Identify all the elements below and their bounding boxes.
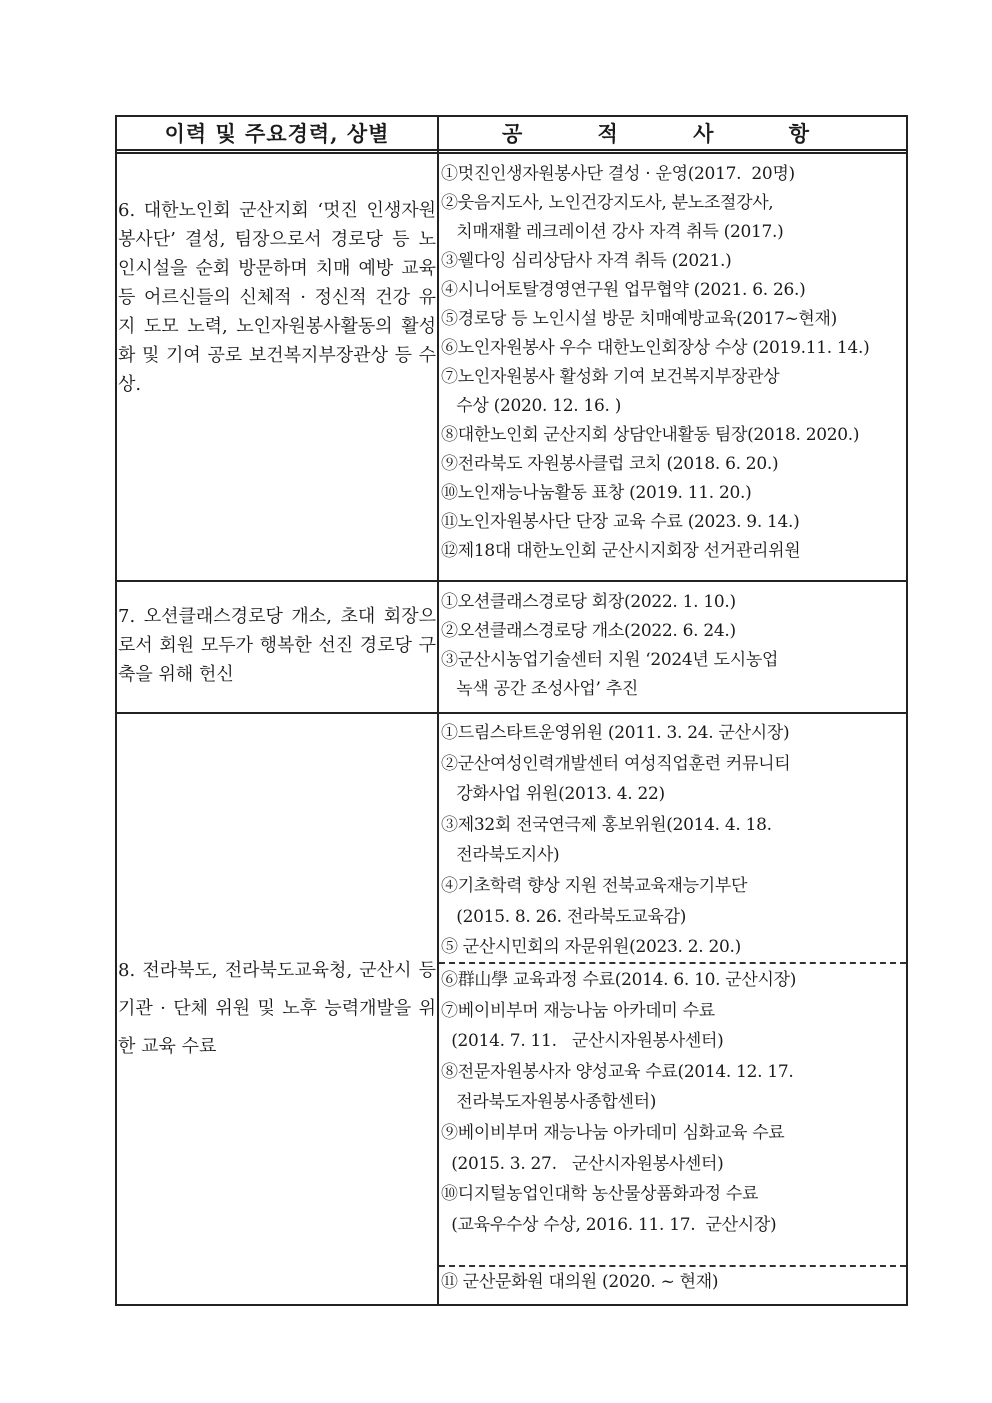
row-6-achievements bbox=[441, 160, 907, 566]
header-achievements: 공 적 사 항 bbox=[501, 121, 844, 146]
list-item: 치매재활 레크레이션 강사 자격 취득 (2017.) bbox=[441, 222, 784, 242]
list-item: ⑦노인자원봉사 활성화 기여 보건복지부장관상 bbox=[441, 367, 780, 387]
dashed-divider bbox=[439, 1265, 906, 1267]
row-8-achievements-c bbox=[441, 1268, 907, 1297]
row-7-achievements bbox=[441, 588, 907, 704]
list-item: ②오션클래스경로당 개소(2022. 6. 24.) bbox=[441, 621, 736, 641]
list-item: ⑥노인자원봉사 우수 대한노인회장상 수상 (2019.11. 14.) bbox=[441, 338, 870, 358]
list-item: (2015. 8. 26. 전라북도교육감) bbox=[441, 906, 687, 927]
list-item: 강화사업 위원(2013. 4. 22) bbox=[441, 784, 665, 805]
list-item: ④기초학력 향상 지원 전북교육재능기부단 bbox=[441, 875, 748, 896]
list-item: 전라북도자원봉사종합센터) bbox=[441, 1092, 657, 1113]
list-item: ⑤경로당 등 노인시설 방문 치매예방교육(2017~현재) bbox=[441, 309, 837, 329]
header-history: 이력 및 주요경력, 상별 bbox=[164, 121, 390, 146]
row-divider bbox=[115, 712, 908, 714]
row-8-achievements-b bbox=[441, 965, 907, 1240]
column-divider bbox=[437, 115, 439, 1306]
list-item: ⑤ 군산시민회의 자문위원(2023. 2. 20.) bbox=[441, 937, 741, 958]
list-item: ⑨베이비부머 재능나눔 아카데미 심화교육 수료 bbox=[441, 1122, 785, 1143]
list-item: 전라북도지사) bbox=[441, 845, 560, 866]
list-item: ⑧대한노인회 군산지회 상담안내활동 팀장(2018. 2020.) bbox=[441, 425, 860, 445]
list-item: ⑧전문자원봉사자 양성교육 수료(2014. 12. 17. bbox=[441, 1061, 794, 1082]
list-item: ⑩노인재능나눔활동 표창 (2019. 11. 20.) bbox=[441, 483, 752, 503]
list-item: ①오션클래스경로당 회장(2022. 1. 10.) bbox=[441, 592, 736, 612]
list-item: ②웃음지도사, 노인건강지도사, 분노조절강사, bbox=[441, 193, 774, 213]
list-item: ⑦베이비부머 재능나눔 아카데미 수료 bbox=[441, 1000, 715, 1021]
row-8-description: 8. 전라북도, 전라북도교육청, 군산시 등 기관 · 단체 위원 및 노후 능력개발을 위한 교육 수료 bbox=[118, 960, 436, 1057]
list-item: ⑨전라북도 자원봉사클럽 코치 (2018. 6. 20.) bbox=[441, 454, 779, 474]
list-item: ③웰다잉 심리상담사 자격 취득 (2021.) bbox=[441, 251, 732, 271]
list-item: ⑥群山學 교육과정 수료(2014. 6. 10. 군산시장) bbox=[441, 970, 797, 990]
list-item: ⑫제18대 대한노인회 군산시지회장 선거관리위원 bbox=[441, 541, 801, 561]
list-item: ③군산시농업기술센터 지원 ‘2024년 도시농업 bbox=[441, 650, 779, 670]
list-item: ⑪ 군산문화원 대의원 (2020. ~ 현재) bbox=[441, 1272, 719, 1292]
row-divider bbox=[115, 580, 908, 582]
list-item: ⑪노인자원봉사단 단장 교육 수료 (2023. 9. 14.) bbox=[441, 512, 800, 532]
list-item: 수상 (2020. 12. 16. ) bbox=[441, 396, 622, 416]
list-item: 녹색 공간 조성사업’ 추진 bbox=[441, 679, 638, 699]
list-item: (교육우수상 수상, 2016. 11. 17. 군산시장) bbox=[441, 1214, 777, 1235]
list-item: (2014. 7. 11. 군산시자원봉사센터) bbox=[441, 1031, 724, 1052]
row-8-achievements-a bbox=[441, 718, 907, 963]
row-6-description: 6. 대한노인회 군산지회 ‘멋진 인생자원봉사단’ 결성, 팀장으로서 경로당 등 노인시설을 순회 방문하며 치매 예방 교육 등 어르신들의 신체적 · 정신적 건강 유지 도모 노력, 노인자원봉사활동의 활성화 및 기여 공로 보건복지부장관상 등 수상. bbox=[118, 200, 436, 395]
list-item: ①드림스타트운영위원 (2011. 3. 24. 군산시장) bbox=[441, 723, 790, 743]
list-item: ③제32회 전국연극제 홍보위원(2014. 4. 18. bbox=[441, 814, 772, 835]
list-item: ⑩디지털농업인대학 농산물상품화과정 수료 bbox=[441, 1184, 759, 1205]
list-item: ②군산여성인력개발센터 여성직업훈련 커뮤니티 bbox=[441, 753, 791, 774]
list-item: (2015. 3. 27. 군산시자원봉사센터) bbox=[441, 1153, 724, 1174]
list-item: ④시니어토탈경영연구원 업무협약 (2021. 6. 26.) bbox=[441, 280, 806, 300]
list-item: ①멋진인생자원봉사단 결성 · 운영(2017. 20명) bbox=[441, 164, 795, 184]
row-7-description: 7. 오션클래스경로당 개소, 초대 회장으로서 회원 모두가 행복한 선진 경로당 구축을 위해 헌신 bbox=[118, 606, 436, 685]
